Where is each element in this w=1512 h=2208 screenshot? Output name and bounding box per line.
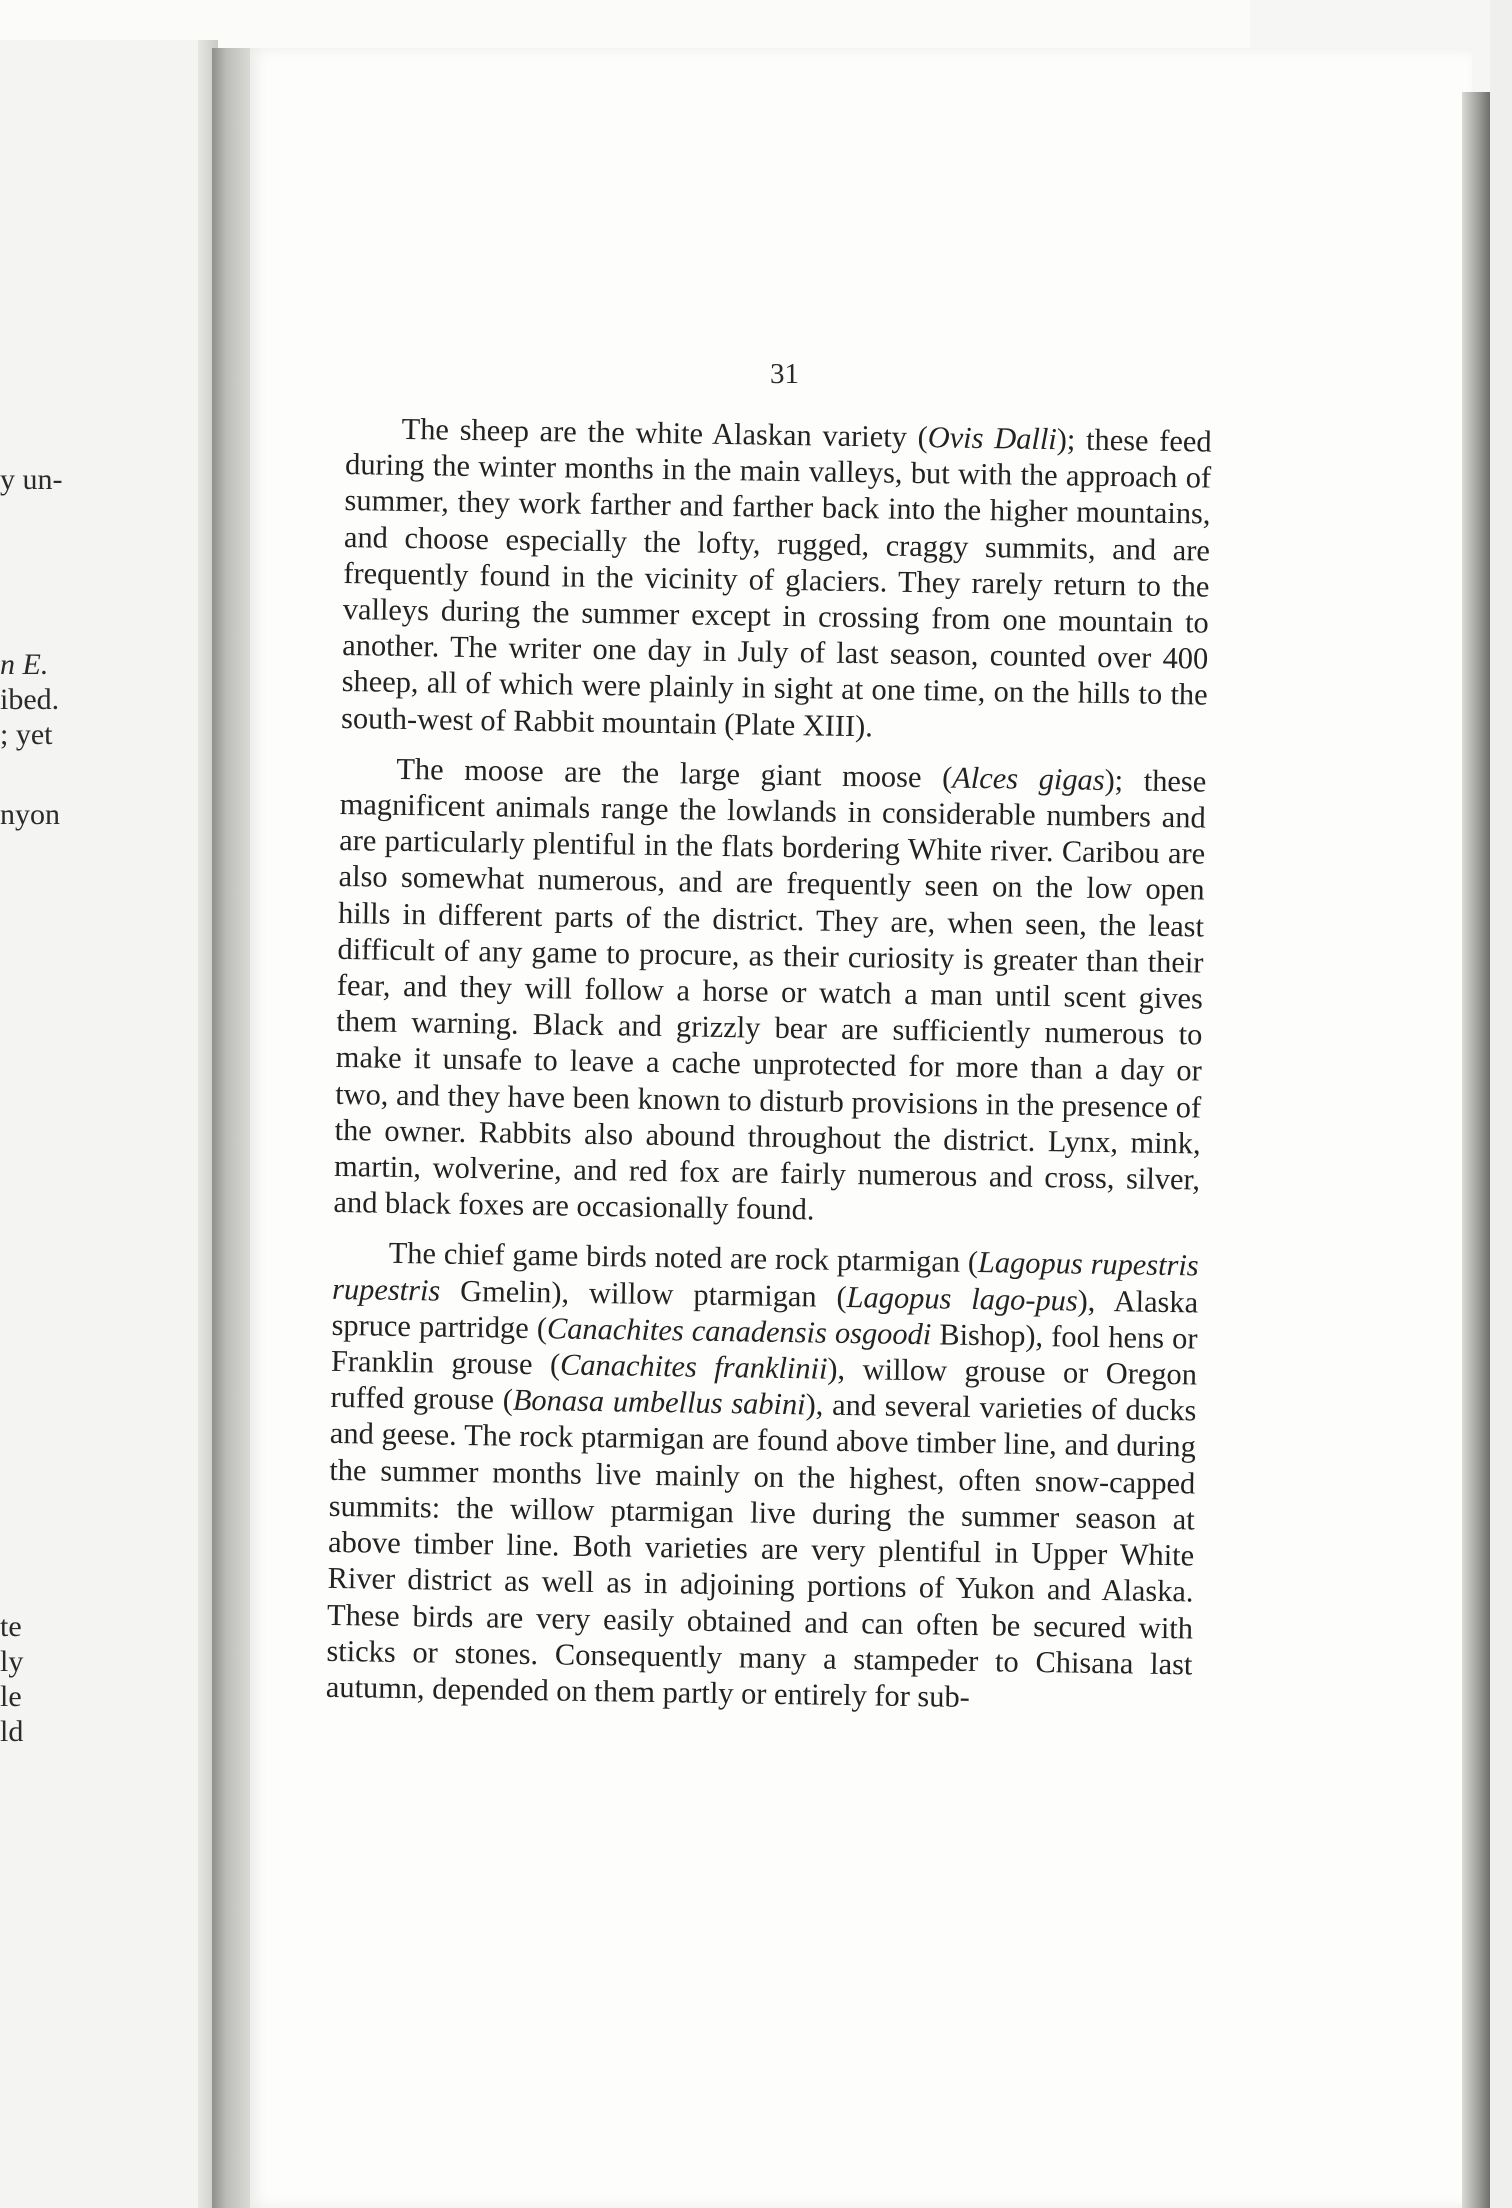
text-run: ), willow grouse or Oregon ruffed grouse (: [330, 1351, 1198, 1418]
left-page-line: y un-: [0, 463, 63, 496]
paragraph: [341, 410, 1212, 749]
left-page-line: nyon: [0, 798, 60, 831]
left-page-line: ibed.: [0, 683, 60, 716]
left-page-line: te: [0, 1610, 22, 1643]
text-run: ), and several varieties of ducks and geese. The rock ptarmigan are found above timber line, and during the summer months live mainly on the highest, often snow-capped summits: the willow ptarmigan live during the summer season at above timber line. Both varieties are very plentiful in Upper White River district as well as in adjoining portions of Yukon and Alaska. These birds are very easily obtained and can often be secured with sticks or stones. Consequently many a stampeder to Chisana last autumn, depended on them partly or entirely for sub-: [325, 1387, 1197, 1714]
text-run: Bishop), fool hens or Franklin grouse (: [330, 1317, 1198, 1382]
page-number: 31: [770, 358, 799, 390]
italic-run: Ovis Dalli: [927, 420, 1058, 457]
text-run: The moose are the large giant moose (: [396, 751, 953, 795]
text-run: ); these feed during the winter months in the main valleys, but with the approach of summer, they work farther and farther back into the higher mountains, and choose especially the lofty, rugged, craggy summits, and are frequently found in the vicinity of glaciers. They rarely return to the valleys during the summer except in crossing from one mountain to another. The writer one day in July of last season, counted over 400 sheep, all of which were plainly in sight at one time, on the hills to the south-west of Rabbit mountain (Plate XIII).: [340, 422, 1212, 743]
paragraph: [333, 750, 1206, 1234]
page-edge: [1462, 92, 1490, 2208]
left-page-line: ly: [0, 1645, 24, 1678]
paragraph: [326, 1234, 1199, 1718]
text-run: ), Alaska spruce partridge (: [331, 1283, 1199, 1346]
left-page-line: ; yet: [0, 718, 53, 751]
book-gutter: [212, 48, 254, 2208]
text-run: ); these magnificent animals range the lowlands in considerable numbers and are particularly plentiful in the flats bordering White river. Caribou are also somewhat numerous, and are frequently seen on the low open hills in different parts of the district. They are, when seen, the least difficult of any game to procure, as their curiosity is greater than their fear, and they will follow a horse or watch a man until scent gives them warning. Black and grizzly bear are sufficiently numerous to make it unsafe to leave a cache unprotected for more than a day or two, and they have been known to disturb provisions in the presence of the owner. Rabbits also abound throughout the district. Lynx, mink, martin, wolverine, and red fox are fairly numerous and cross, silver, and black foxes are occasionally found.: [333, 762, 1207, 1227]
italic-run: Lagopus rupestris rupestris: [331, 1245, 1199, 1308]
left-page-line: ld: [0, 1715, 24, 1748]
body-text: [325, 410, 1211, 1733]
left-page: [0, 40, 212, 2208]
text-run: Gmelin), willow ptarmigan (: [439, 1273, 847, 1314]
left-page-line: le: [0, 1680, 22, 1713]
left-page-line: n E.: [0, 648, 49, 681]
italic-run: Canachites canadensis osgoodi: [546, 1311, 932, 1352]
text-run: The sheep are the white Alaskan variety (: [401, 411, 929, 455]
text-run: The chief game birds noted are rock ptarmigan (: [388, 1236, 979, 1280]
italic-run: Bonasa umbellus sabini: [512, 1383, 806, 1422]
italic-run: Canachites franklinii: [559, 1347, 828, 1386]
background-strip: [1490, 0, 1512, 2208]
italic-run: Lagopus lago-pus: [846, 1279, 1078, 1318]
italic-run: Alces gigas: [952, 760, 1105, 797]
